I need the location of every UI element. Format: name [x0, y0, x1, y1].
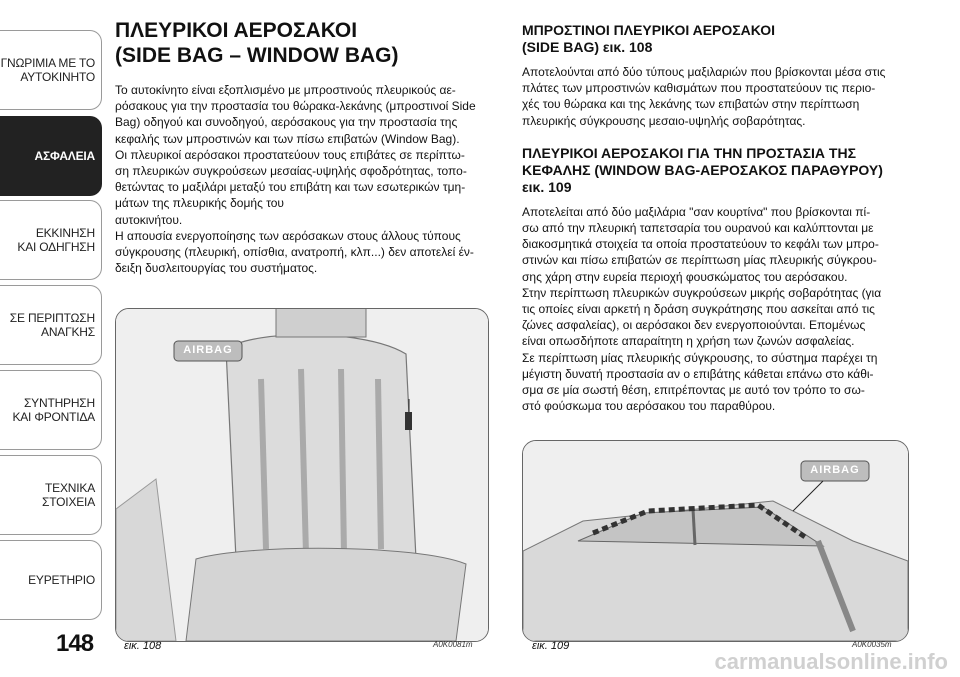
- figure-caption: εικ. 109: [532, 640, 570, 652]
- airbag-label: AIRBAG: [810, 464, 860, 476]
- tab-label: ΣΕ ΠΕΡΙΠΤΩΣΗ ΑΝΑΓΚΗΣ: [9, 311, 95, 339]
- page-number: 148: [56, 630, 94, 657]
- tab-know-the-car[interactable]: [0, 30, 102, 110]
- watermark: carmanualsonline.info: [714, 649, 948, 674]
- figure-code: A0K0035m: [852, 640, 892, 649]
- left-column: [115, 18, 488, 276]
- right-column: [522, 18, 910, 414]
- tab-label: ΓΝΩΡΙΜΙΑ ΜΕ ΤΟ ΑΥΤΟΚΙΝΗΤΟ: [0, 56, 95, 84]
- tab-label: ΕΚΚΙΝΗΣΗ ΚΑΙ ΟΔΗΓΗΣΗ: [17, 226, 95, 254]
- airbag-label: AIRBAG: [183, 344, 233, 356]
- section-title: ΠΛΕΥΡΙΚΟΙ ΑΕΡΟΣΑΚΟΙ (SIDE BAG – WINDOW BAG): [115, 19, 399, 67]
- tab-label: ΕΥΡΕΤΗΡΙΟ: [28, 573, 95, 587]
- body-text: Το αυτοκίνητο είναι εξοπλισμένο με μπροστινούς πλευρικούς αε- ρόσακους για την προστασία του θώρακα-λεκάνης (μπροστινοί Side Bag) οδηγού και συνοδηγού, αερόσακους για την προστασία της κεφαλής των μπροστινών και των πίσω επιβατών (Window Bag). Οι πλευρικοί αερόσακοι προστατεύουν τους επιβάτες σε περίπτω- ση πλευρικών συγκρούσεων μεσαίας-υψηλής σφοδρότητας, τοπο- θετώντας το μαξιλάρι μεταξύ του επιβάτη και των εσωτερικών τμη- μάτων της πλευρικής δομής του αυτοκινήτου. Η απουσία ενεργοποίησης των αερόσακων στους άλλους τύπους σύγκρουσης (πλευρική, οπίσθια, ανατροπή, κλπ...) δεν αποτελεί έν- δειξη δυσλειτουργίας του συστήματος.: [115, 83, 476, 276]
- section-tabs: [0, 0, 103, 640]
- figure-108: [115, 308, 489, 642]
- figure-109: [522, 440, 909, 642]
- section-title: ΜΠΡΟΣΤΙΝΟΙ ΠΛΕΥΡΙΚΟΙ ΑΕΡΟΣΑΚΟΙ (SIDE BAG) εικ. 108: [522, 22, 776, 55]
- tab-starting-driving[interactable]: [0, 200, 102, 280]
- tab-safety[interactable]: [0, 116, 102, 196]
- tab-technical-data[interactable]: [0, 455, 102, 535]
- tab-emergency[interactable]: [0, 285, 102, 365]
- tab-label: ΑΣΦΑΛΕΙΑ: [34, 149, 95, 163]
- tab-index[interactable]: [0, 540, 102, 620]
- seat-illustration: [116, 309, 488, 641]
- figure-caption: εικ. 108: [124, 640, 162, 652]
- tab-label: ΣΥΝΤΗΡΗΣΗ ΚΑΙ ΦΡΟΝΤΙΔΑ: [12, 396, 95, 424]
- body-text: Αποτελείται από δύο μαξιλάρια "σαν κουρτίνα" που βρίσκονται πί- σω από την πλευρική ταπετσαρία του ουρανού και καλύπτονται με διακοσμητικά στοιχεία τα οποία προστατεύουν το κεφάλι των μπρο- στινών και πίσω επιβατών σε περίπτωση μίας πλευρικής σύγκρου- σης χάρη στην ευρεία περιοχή φουσκώματος του αερόσακου. Στην περίπτωση πλευρικών συγκρούσεων μικρής σοβαρότητας (για τις οποίες είναι αρκετή η δράση συγκράτησης που ασκείται από τις ζώνες ασφαλείας), οι αερόσακοι δεν ενεργοποιούνται. Επομένως είναι οπωσδήποτε απαραίτητη η χρήση των ζωνών ασφαλείας. Σε περίπτωση μίας πλευρικής σύγκρουσης, το σύστημα παρέχει τη μέγιστη δυνατή προστασία αν ο επιβάτης κάθεται επάνω στο κάθι- σμα σε μία σωστή θέση, επιτρέποντας με αυτό τον τρόπο το σω- στό φούσκωμα του αερόσακου του παραθύρου.: [522, 204, 882, 414]
- section-title: ΠΛΕΥΡΙΚΟΙ ΑΕΡΟΣΑΚΟΙ ΓΙΑ ΤΗΝ ΠΡΟΣΤΑΣΙΑ ΤΗΣ ΚΕΦΑΛΗΣ (WINDOW BAG-ΑΕΡΟΣΑΚΟΣ ΠΑΡΑΘΥΡΟΥ) εικ. 109: [522, 144, 883, 195]
- figure-code: A0K0081m: [433, 640, 473, 649]
- tab-label: ΤΕΧΝΙΚΑ ΣΤΟΙΧΕΙΑ: [42, 481, 95, 509]
- body-text: Αποτελούνται από δύο τύπους μαξιλαριών που βρίσκονται μέσα στις πλάτες των μπροστινών καθισμάτων που προστατεύουν τις περιο- χές του θώρακα και της λεκάνης των επιβατών στην περίπτωση πλευρικής σύγκρουσης μεσαιο-υψηλής σοβαρότητας.: [522, 65, 886, 128]
- tab-maintenance[interactable]: [0, 370, 102, 450]
